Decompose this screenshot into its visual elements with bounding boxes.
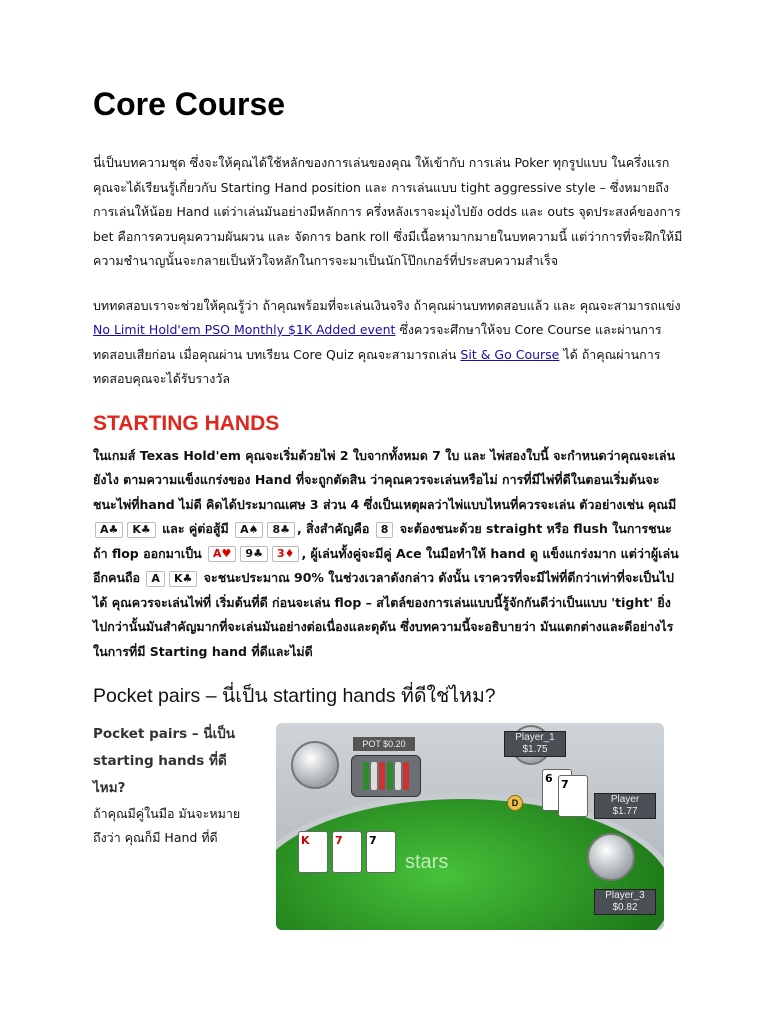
hands-text-2: และ คู่ต่อสู้มี bbox=[157, 521, 234, 536]
dealer-button: D bbox=[507, 795, 523, 811]
chip-stack-red bbox=[379, 762, 385, 790]
pot-label: POT $0.20 bbox=[353, 737, 415, 751]
intro-paragraph-1: นี่เป็นบทความชุด ซึ่งจะให้คุณได้ใช้หลักของการเล่นของคุณ ให้เข้ากับ การเล่น Poker ทุกรูปแบบ ในครึ่งแรกคุณจะได้เรียนรู้เกี่ยวกับ Starting Hand position และ การเล่นแบบ tight aggressive style – ซึ่งหมายถึงการเล่นให้น้อย Hand แต่ว่าเล่นมันอย่างมีหลักการ ครึ่งหลังเราจะมุ่งไปยัง odds และ outs จุดประสงค์ของการ bet คือการควบคุมความผันผวน และ จัดการ bank roll ซึ่งมีเนื้อหามากมายในบทความนี้ แต่ว่าการที่จะฝึกให้มีความชำนาญนั้นจะกลายเป็นหัวใจหลักในการจะมาเป็นนักโป๊กเกอร์ที่ประสบความสำเร็จ bbox=[93, 155, 683, 268]
player-card-2: 7 bbox=[558, 775, 588, 817]
card-k-clubs-2: K♣ bbox=[169, 571, 197, 587]
chip-stack-red-2 bbox=[403, 762, 409, 790]
player-1-stack: $1.75 bbox=[522, 744, 548, 755]
card-9-clubs: 9♣ bbox=[240, 546, 268, 562]
card-a-spades: A♠ bbox=[235, 522, 263, 538]
player-1-name: Player_1 bbox=[515, 732, 555, 743]
starting-hands-heading: STARTING HANDS bbox=[93, 411, 280, 435]
pocket-pairs-sidebar bbox=[93, 721, 261, 850]
intro-paragraph-2 bbox=[93, 294, 683, 392]
player-2-stack: $1.77 bbox=[612, 806, 638, 817]
intro-text-b: ซึ่งควรจะศึกษาให้จบ Core Course และผ่านการทดสอบเสียก่อน เมื่อคุณผ่าน บทเรียน Core Quiz คุณจะสามารถเล่น bbox=[93, 322, 662, 362]
player-3-name: Player_3 bbox=[605, 890, 645, 901]
board-card-2: 7 bbox=[332, 831, 362, 873]
seat-left bbox=[291, 741, 339, 789]
hands-text-6: จะชนะประมาณ 90% ในช่วงเวลาดังกล่าว ดังนั้น เราควรที่จะมีไพ่ที่ดีกว่าเท่าที่จะเป็นไปได้ คุณควรจะเล่นไพ่ที่ เริ่มต้นที่ดี ก่อนจะเล่น flop – สไตล์ของการเล่นแบบนี้รู้จักกันดีว่าเป็นแบบ 'tight' ยิ่งไปกว่านั้นมันสำคัญมากที่จะเล่นมันอย่างต่อเนื่องและดุดัน ซึ่งบทความนี้จะอธิบายว่า มันแตกต่างและดีอย่างไรในการที่มี Starting hand ที่ดีและไม่ดี bbox=[93, 570, 674, 659]
player-2-name: Player bbox=[610, 794, 640, 805]
hands-text-1: ในเกมส์ Texas Hold'em คุณจะเริ่มด้วยไพ่ 2 ใบจากทั้งหมด 7 ใบ และ ไพ่สองใบนี้ จะกำหนดว่าคุณจะเล่นยังไง ตามความแข็งแกร่งของ Hand ที่จะถูกตัดสิน ว่าคุณควรจะเล่นหรือไม่ การที่มีไพ่ที่ดีในตอนเริ่มต้นจะชนะไพ่ที่hand ไม่ดี คิดได้ประมาณเศษ 3 ส่วน 4 ซึ่งเป็นเหตุผลว่าไพ่แบบไหนที่ควรจะเล่น ตัวอย่างเช่น คุณมี bbox=[93, 447, 677, 512]
starting-hands-paragraph bbox=[93, 444, 683, 665]
page-title: Core Course bbox=[93, 86, 286, 122]
chip-stack-white bbox=[371, 762, 377, 790]
card-3-diamonds: 3♦ bbox=[272, 546, 300, 562]
hands-text-3: , สิ่งสำคัญคือ bbox=[297, 521, 374, 536]
card-a: A bbox=[146, 571, 165, 587]
player-3-stack: $0.82 bbox=[612, 902, 638, 913]
chip-stack-green bbox=[363, 762, 369, 790]
board-card-3: 7 bbox=[366, 831, 396, 873]
board-card-1: K bbox=[298, 831, 328, 873]
card-8-clubs: 8♣ bbox=[267, 522, 295, 538]
hands-text-5: , ผู้เล่นทั้งคู่จะมีคู่ Ace ในมือทำให้ hand ดู แข็งแกร่งมาก แต่ว่าผู้เล่นอีกคนถือ bbox=[93, 545, 679, 585]
card-8: 8 bbox=[376, 522, 394, 538]
player-1-plate bbox=[504, 731, 566, 757]
pocket-pairs-heading: Pocket pairs – นี่เป็น starting hands ที่ดีใช่ไหม? bbox=[93, 685, 496, 707]
chip-stack-white-2 bbox=[395, 762, 401, 790]
pocket-pairs-section bbox=[93, 721, 683, 951]
intro-text-c: ได้ ถ้าคุณผ่านการทดสอบคุณจะได้รับรางวัล bbox=[93, 346, 661, 386]
card-a-clubs: A♣ bbox=[95, 522, 123, 538]
chip-stack-green-2 bbox=[387, 762, 393, 790]
sit-and-go-course-link[interactable]: Sit & Go Course bbox=[460, 346, 560, 362]
player-3-plate bbox=[594, 889, 656, 915]
player-card-1: 6 bbox=[542, 769, 572, 811]
pso-event-link[interactable]: No Limit Hold'em PSO Monthly $1K Added event bbox=[93, 322, 396, 337]
poker-table-image bbox=[276, 723, 664, 930]
intro-text-a: บททดสอบเราจะช่วยให้คุณรู้ว่า ถ้าคุณพร้อมที่จะเล่นเงินจริง ถ้าคุณผ่านบททดสอบแล้ว และ คุณจะสามารถแข่ง bbox=[93, 297, 681, 313]
pocket-pairs-text: ถ้าคุณมีคู่ในมือ มันจะหมายถึงว่า คุณก็มี Hand ที่ดี bbox=[93, 806, 241, 845]
player-2-plate bbox=[594, 793, 656, 819]
card-a-hearts: A♥ bbox=[208, 546, 236, 562]
document-page bbox=[93, 86, 683, 951]
pocket-pairs-question: Pocket pairs – นี่เป็น starting hands ที่ดี ไหม? bbox=[93, 726, 235, 796]
seat-right bbox=[587, 833, 635, 881]
pokerstars-logo-text: stars bbox=[405, 851, 449, 873]
card-k-clubs: K♣ bbox=[127, 522, 155, 538]
hands-text-4: จะต้องชนะด้วย straight หรือ flush ในการชนะ ถ้า flop ออกมาเป็น bbox=[93, 521, 672, 561]
chip-tray bbox=[351, 755, 421, 797]
